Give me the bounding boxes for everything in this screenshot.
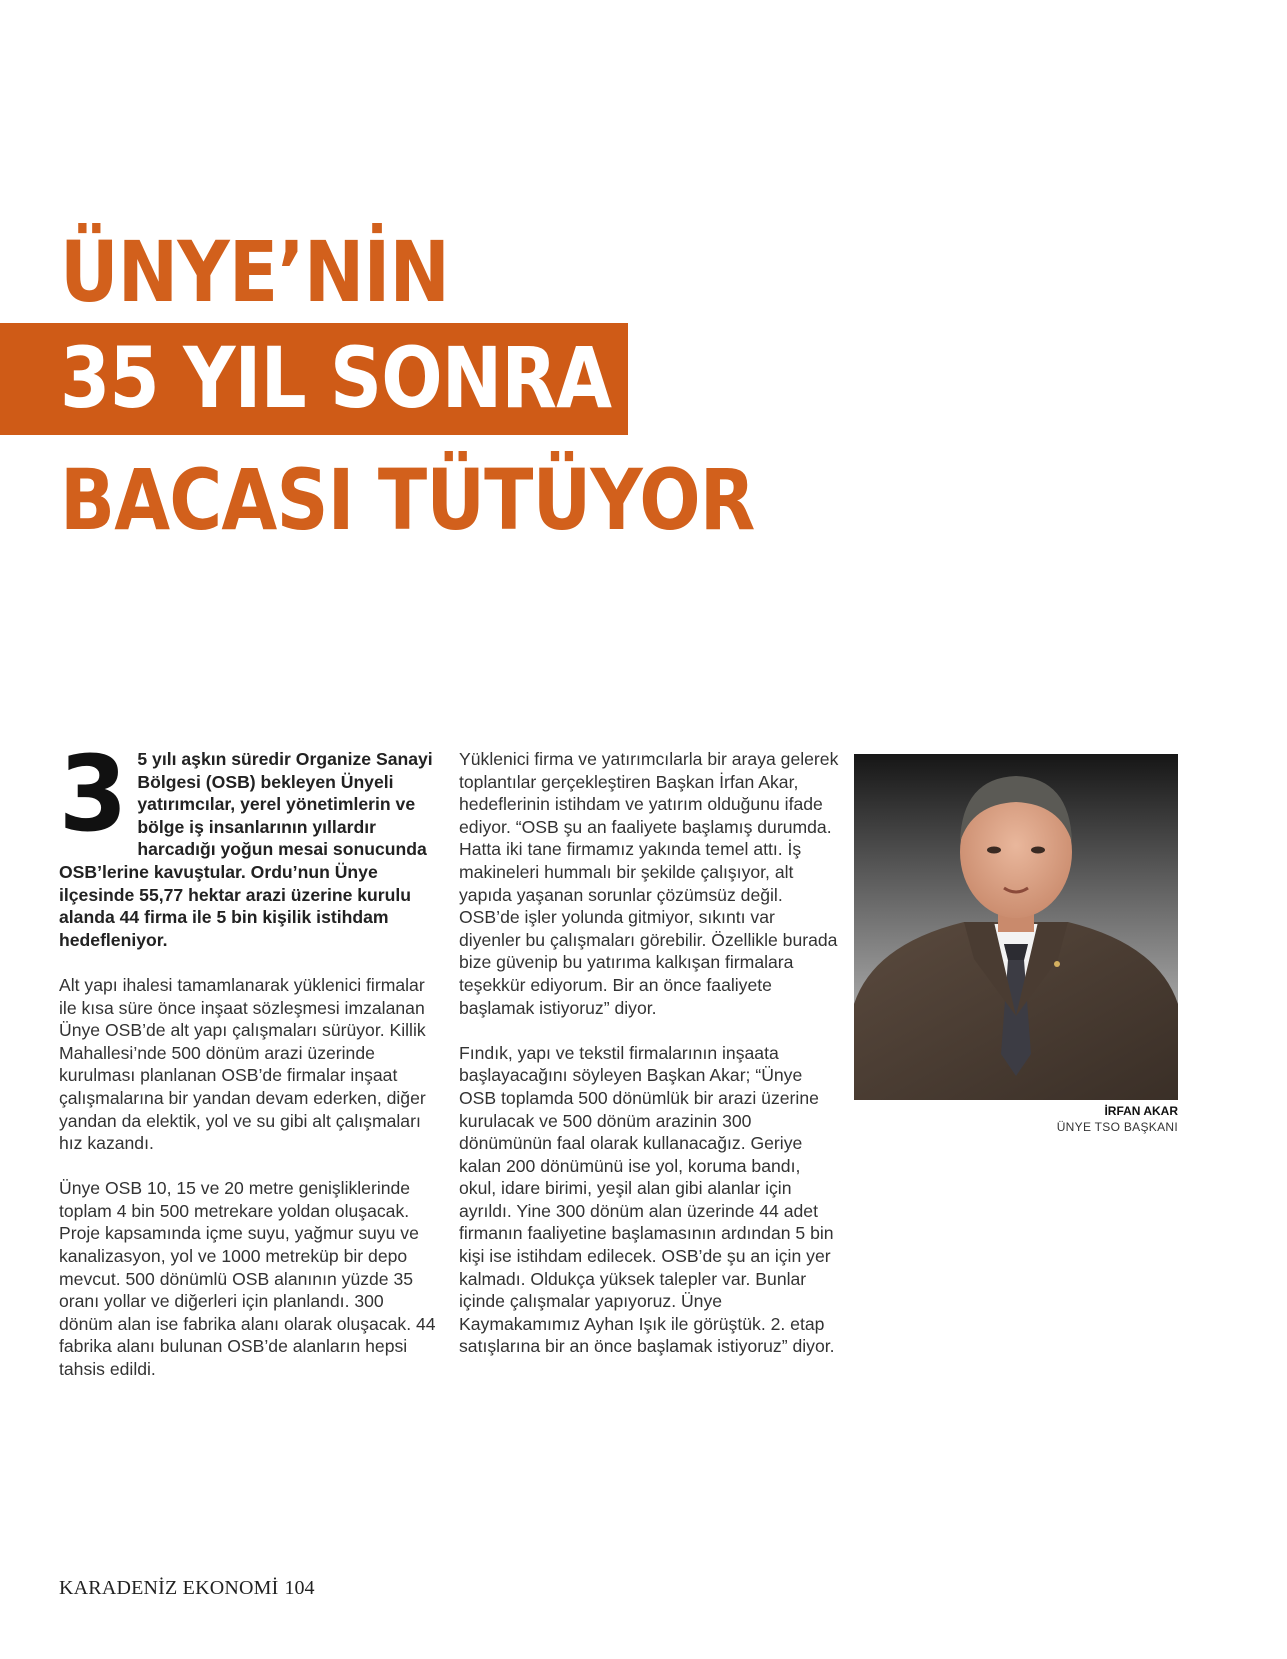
headline-line-3: BACASI TÜTÜYOR — [60, 451, 755, 549]
headline-line-1: ÜNYE’NİN — [60, 223, 450, 321]
body-paragraph: Yüklenici firma ve yatırımcılarla bir araya gelerek toplantılar gerçekleştiren Başkan İrfan Akar, hedeflerinin istihdam ve yatırım olduğunu ifade ediyor. “OSB şu an faaliyete başlamış durumda. Hatta iki tane firmamız yakında temel attı. İş makineleri hummalı bir şekilde çalışıyor, alt yapıda yaşanan sorunlar çözümsüz değil. OSB’de işler yolunda gitmiyor, sıkıntı var diyenler bu çalışmaları görebilir. Özellikle burada bize güvenip bu yatırıma kalkışan firmalara teşekkür ediyorum. Bir an önce faaliyete başlamak istiyoruz” diyor. — [459, 749, 839, 1018]
article-column-2 — [459, 748, 841, 1381]
lead-text: 5 yılı aşkın süredir Organize Sanayi Bölgesi (OSB) bekleyen Ünyeli yatırımcılar, yerel yönetimlerin ve bölge iş insanlarının yıllardır harcadığı yoğun mesai sonucunda OSB’lerine kavuştular. Ordu’nun Ünye ilçesinde 55,77 hektar arazi üzerine kurulu alanda 44 firma ile 5 bin kişilik istihdam hedefleniyor. — [59, 749, 433, 950]
publication-name: KARADENİZ EKONOMİ — [59, 1577, 279, 1599]
body-paragraph: Ünye OSB 10, 15 ve 20 metre genişliklerinde toplam 4 bin 500 metrekare yoldan oluşacak. Proje kapsamında içme suyu, yağmur suyu ve kanalizasyon, yol ve 1000 metreküp bir depo mevcut. 500 dönümlü OSB alanının yüzde 35 oranı yollar ve diğerleri için planlandı. 300 dönüm alan ise fabrika alanı olarak oluşacak. 44 fabrika alanı bulunan OSB’de alanların hepsi tahsis edildi. — [59, 1178, 436, 1380]
caption-role: ÜNYE TSO BAŞKANI — [1056, 1120, 1178, 1134]
photo-caption — [854, 1103, 1178, 1135]
headline-line-2: 35 YIL SONRA — [60, 329, 612, 427]
drop-cap: 3 — [58, 733, 128, 855]
headline — [0, 0, 1287, 600]
page-number: 104 — [284, 1577, 315, 1599]
caption-name: İRFAN AKAR — [1104, 1104, 1178, 1118]
lead-paragraph — [58, 733, 441, 951]
portrait-photo — [854, 754, 1178, 1100]
body-paragraph: Fındık, yapı ve tekstil firmalarının inşaata başlayacağını söyleyen Başkan Akar; “Ünye OSB toplamda 500 dönümlük bir arazi üzerine kurulacak ve 500 dönüm arazinin 300 dönümünün faal olarak kullanacağız. Geriye kalan 200 dönümünü ise yol, koruma bandı, okul, idare birimi, yeşil alan gibi alanlar için ayrıldı. Yine 300 dönüm alan üzerinde 44 adet firmanın faaliyetine başlamasının ardından 5 bin kişi ise istihdam edilecek. OSB’de şu an için yer kalmadı. Oldukça yüksek talepler var. Bunlar içinde çalışmalar yapıyoruz. Ünye Kaymakamımız Ayhan Işık ile görüştük. 2. etap satışlarına bir an önce başlamak istiyoruz” diyor. — [459, 1042, 835, 1357]
article-column-1 — [58, 733, 441, 1403]
body-paragraph: Alt yapı ihalesi tamamlanarak yüklenici firmalar ile kısa süre önce inşaat sözleşmesi imzalanan Ünye OSB’de alt yapı çalışmaları sürüyor. Killik Mahallesi’nde 500 dönüm arazi üzerinde kurulması planlanan OSB’de firmalar inşaat çalışmalarına bir yandan devam ederken, diğer yandan da elektik, yol ve su gibi alt çalışmaları hız kazandı. — [59, 974, 426, 1154]
page-footer — [59, 1577, 314, 1600]
